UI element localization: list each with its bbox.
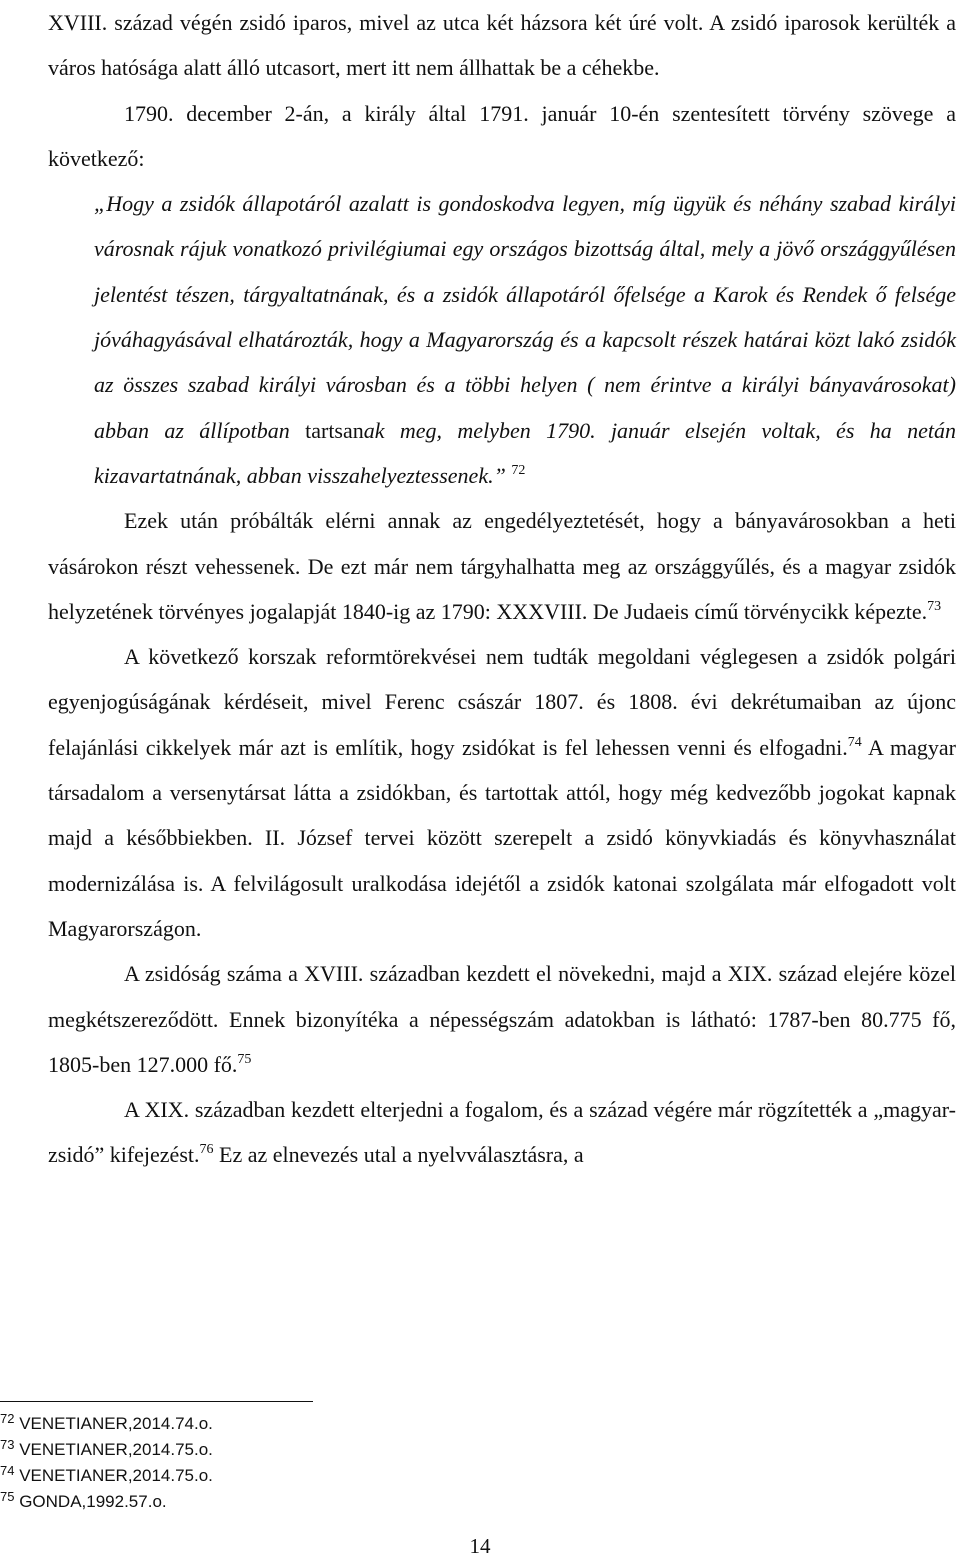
footnote-72	[0, 1411, 600, 1437]
paragraph-text-cont: Ez az elnevezés utal a nyelvválasztásra, a	[213, 1142, 584, 1168]
footnote-number: 73	[0, 1437, 15, 1452]
paragraph-text: 1790. december 2-án, a király által 1791. január 10-én szentesített törvény szövege a következő:	[48, 100, 956, 171]
footnote-text: GONDA,1992.57.o.	[19, 1492, 167, 1511]
law-quote	[48, 181, 956, 498]
quote-text-plain: tartsan	[289, 417, 364, 443]
footnote-ref-73[interactable]: 73	[927, 598, 942, 614]
paragraph-7	[48, 1087, 956, 1178]
footnote-ref-72[interactable]: 72	[511, 462, 526, 478]
paragraph-1	[48, 0, 956, 91]
footnote-number: 74	[0, 1463, 15, 1478]
paragraph-6	[48, 951, 956, 1087]
paragraph-2	[48, 91, 956, 182]
paragraph-text: A következő korszak reformtörekvései nem tudták megoldani véglegesen a zsidók polgári egyenjogúságának kérdéseit, mivel Ferenc császár 1807. és 1808. évi dekrétumaiban az újonc felajánlási cikkelyek már azt is említik, hogy zsidókat is fel lehessen venni és elfogadni.	[48, 644, 956, 760]
footnote-text: VENETIANER,2014.74.o.	[19, 1414, 213, 1433]
footnote-73	[0, 1437, 600, 1463]
footnote-separator	[0, 1401, 313, 1402]
paragraph-text: A zsidóság száma a XVIII. században kezdett el növekedni, majd a XIX. század elejére közel megkétszereződött. Ennek bizonyítéka a népességszám adatokban is látható: 1787-ben 80.775 fő, 1805-ben 127.000 fő.	[48, 961, 956, 1077]
footnote-75	[0, 1489, 600, 1515]
paragraph-text: XVIII. század végén zsidó iparos, mivel az utca két házsora két úré volt. A zsidó iparosok kerülték a város hatósága alatt álló utcasort, mert itt nem állhattak be a céhekbe.	[48, 10, 956, 81]
body-text	[48, 0, 956, 1178]
paragraph-5	[48, 634, 956, 951]
paragraph-text: A XIX. században kezdett elterjedni a fogalom, és a század végére már rögzítették a „magyar-zsidó” kifejezést.	[48, 1097, 956, 1168]
footnote-ref-74[interactable]: 74	[847, 734, 862, 750]
footnote-74	[0, 1463, 600, 1489]
quote-text-end: ak meg, melyben 1790. január elsején voltak, és ha netán kizavartatnának, abban visszahelyeztessenek.”	[94, 417, 956, 488]
footnote-number: 75	[0, 1489, 15, 1504]
paragraph-text: Ezek után próbálták elérni annak az engedélyeztetését, hogy a bányavárosokban a heti vásárokon részt vehessenek. De ezt már nem tárgyhalhatta meg az országgyűlés, és a magyar zsidók helyzetének törvényes jogalapját 1840-ig az 1790: XXXVIII. De Judaeis című törvénycikk képezte.	[48, 508, 956, 624]
footnotes	[0, 1411, 600, 1515]
footnote-number: 72	[0, 1411, 15, 1426]
footnote-ref-75[interactable]: 75	[237, 1051, 252, 1067]
paragraph-text-cont: A magyar társadalom a versenytársat látta a zsidókban, és tartottak attól, hogy még kedvezőbb jogokat kapnak majd a későbbiekben. II. József tervei között szerepelt a zsidó könyvkiadás és könyvhasználat modernizálása is. A felvilágosult uralkodása idejétől a zsidók katonai szolgálata már elfogadott volt Magyarországon.	[48, 734, 956, 941]
footnote-text: VENETIANER,2014.75.o.	[19, 1466, 213, 1485]
page-number: 14	[469, 1534, 491, 1558]
footnote-ref-76[interactable]: 76	[199, 1142, 214, 1158]
quote-text: „Hogy a zsidók állapotáról azalatt is gondoskodva legyen, míg ügyük és néhány szabad királyi városnak rájuk vonatkozó privilégiumai egy országos bizottság által, mely a jövő országgyűlésen jelentést tészen, tárgyaltatnának, és a zsidók állapotáról őfelsége a Karok és Rendek ő felsége jóváhagyásával elhatározták, hogy a Magyarország és a kapcsolt részek határai közt lakó zsidók az összes szabad királyi városban és a többi helyen ( nem érintve a királyi bányavárosokat) abban az állípotban	[94, 191, 956, 443]
paragraph-4	[48, 498, 956, 634]
footnote-text: VENETIANER,2014.75.o.	[19, 1440, 213, 1459]
